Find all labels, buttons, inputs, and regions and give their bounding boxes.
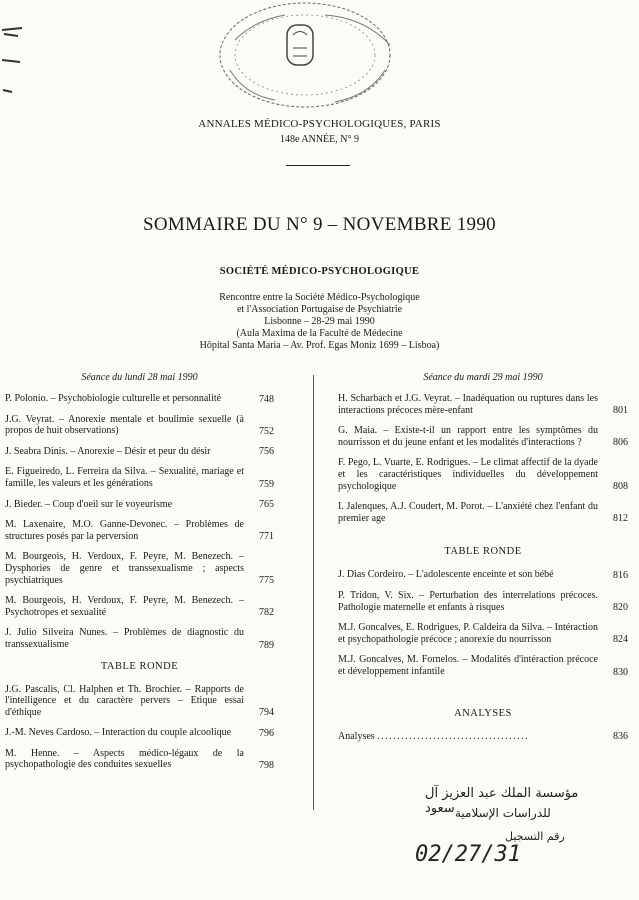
toc-entry-analyses[interactable] — [338, 731, 628, 743]
toc-entry-page: 771 — [259, 531, 274, 543]
column-divider — [313, 375, 314, 810]
toc-entry[interactable] — [5, 393, 274, 405]
session-heading-tuesday: Séance du mardi 29 mai 1990 — [423, 372, 543, 383]
analyses-label: Analyses — [338, 730, 375, 742]
toc-entry-page: 796 — [259, 727, 274, 739]
library-seal-stamp — [195, 0, 435, 120]
meeting-line: (Aula Maxima de la Faculté de Médecine — [236, 328, 403, 339]
meeting-info — [0, 292, 639, 352]
toc-entry[interactable] — [5, 519, 274, 542]
toc-entry-text: J. Dias Cordeiro. – L'adolescente enceinte et son bébé — [338, 569, 554, 581]
toc-entry-text: G. Maia. – Existe-t-il un rapport entre les symptômes du nourrisson et du jeune enfant et les modalités d'interactions ? — [338, 425, 598, 448]
toc-entry-text: J.-M. Neves Cardoso. – Interaction du couple alcoolique — [5, 727, 232, 739]
toc-entry-text: J.G. Pascalis, Cl. Halphen et Th. Brochier. – Rapports de l'intelligence et du caractère pervers – Etique essai d'éthique — [5, 683, 244, 718]
toc-entry-page: 820 — [613, 602, 628, 614]
toc-entry-text: M.J. Goncalves, M. Fornelos. – Modalités d'intéraction précoce et développement infantile — [338, 654, 598, 677]
toc-entry-page: 789 — [259, 639, 274, 651]
toc-entry-text — [338, 731, 598, 743]
toc-entry-page: 798 — [259, 760, 274, 772]
toc-entry[interactable] — [338, 622, 628, 645]
toc-entry-text: J. Bieder. – Coup d'oeil sur le voyeurisme — [5, 498, 173, 510]
toc-entry[interactable] — [5, 499, 274, 511]
toc-entry-page: 782 — [259, 607, 274, 619]
toc-entry[interactable] — [338, 425, 628, 448]
meeting-line: Rencontre entre la Société Médico-Psychologique — [219, 292, 420, 303]
toc-entry-text: P. Tridon, V. Six. – Perturbation des interrelations précoces. Pathologie maternelle et enfants à risques — [338, 589, 598, 613]
toc-entry-text: M. Laxenaire, M.O. Ganne-Devonec. – Problèmes de structures posés par la perversion — [5, 519, 244, 542]
toc-entry[interactable] — [5, 727, 274, 739]
toc-entry-text: M.J. Goncalves, E. Rodrigues, P. Caldeira da Silva. – Intéraction et psychopathologie précoce ; anorexie du nourrisson — [338, 622, 598, 645]
toc-entry[interactable] — [338, 654, 628, 677]
stamp-line: مؤسسة الملك عبد العزيز آل سعود — [425, 786, 579, 816]
toc-entry-text: J.G. Veyrat. – Anorexie mentale et boulimie sexuelle (à propos de huit observations) — [5, 413, 244, 437]
toc-entry-page: 759 — [259, 478, 274, 490]
toc-entry-page: 756 — [259, 446, 274, 458]
toc-entry[interactable] — [5, 551, 274, 586]
leader-dots: ...................................... — [377, 730, 530, 742]
page-title: SOMMAIRE DU N° 9 – NOVEMBRE 1990 — [143, 214, 496, 235]
stamp-line: للدراسات الإسلامية — [455, 806, 551, 820]
session-heading-monday: Séance du lundi 28 mai 1990 — [81, 372, 198, 383]
toc-entry-text: M. Henne. – Aspects médico-légaux de la psychopathologie des conduites sexuelles — [5, 747, 244, 771]
toc-entry[interactable] — [338, 457, 628, 492]
toc-entry-text: P. Polonio. – Psychobiologie culturelle et personnalité — [5, 393, 222, 404]
margin-ink-mark — [0, 20, 26, 110]
header-divider — [286, 165, 350, 166]
analyses-heading: ANALYSES — [454, 707, 512, 719]
toc-entry-page: 752 — [259, 425, 274, 437]
meeting-line: et l'Association Portugaise de Psychiatrie — [236, 304, 403, 315]
stamp-number: 02/27/31 — [415, 842, 521, 867]
toc-entry[interactable] — [5, 446, 274, 458]
toc-entry[interactable] — [338, 501, 628, 524]
right-column — [338, 372, 628, 751]
meeting-line: Hôpital Santa Maria – Av. Prof. Egas Moniz 1699 – Lisboa) — [199, 340, 440, 351]
toc-entry-page: 812 — [613, 513, 628, 525]
toc-entry[interactable] — [338, 569, 628, 581]
toc-entry[interactable] — [5, 684, 274, 719]
toc-entry-text: E. Figueiredo, L. Ferreira da Silva. – Sexualité, mariage et famille, les valeurs et les générations — [5, 466, 244, 489]
toc-entry-page: 808 — [613, 481, 628, 493]
society-heading: SOCIÉTÉ MÉDICO-PSYCHOLOGIQUE — [219, 266, 420, 277]
toc-entry-page: 775 — [259, 575, 274, 587]
toc-entry-page: 830 — [613, 666, 628, 678]
toc-entry-page: 816 — [613, 569, 628, 581]
toc-entry[interactable] — [5, 748, 274, 771]
toc-entry-text: M. Bourgeois, H. Verdoux, F. Peyre, M. Benezech. – Psychotropes et sexualité — [5, 595, 244, 618]
toc-entry-text: F. Pego, L. Vuarte, E. Rodrigues. – Le climat affectif de la dyade et les caractéristiques individuelles du développement psychologique — [338, 457, 598, 492]
toc-entry-page: 836 — [613, 731, 628, 743]
toc-entry-page: 824 — [613, 634, 628, 646]
toc-entry-text: H. Scharbach et J.G. Veyrat. – Inadéquation ou ruptures dans les interactions précoces mère-enfant — [338, 393, 598, 416]
meeting-line: Lisbonne – 28-29 mai 1990 — [264, 316, 375, 327]
toc-entry[interactable] — [5, 466, 274, 489]
toc-entry-text: J. Seabra Dinis. – Anorexie – Désir et peur du désir — [5, 445, 211, 457]
toc-entry-page: 801 — [613, 405, 628, 417]
toc-entry-page: 765 — [259, 499, 274, 511]
journal-name: ANNALES MÉDICO-PSYCHOLOGIQUES, PARIS — [198, 118, 441, 130]
toc-entry[interactable] — [5, 414, 274, 437]
toc-entry-text: M. Bourgeois, H. Verdoux, F. Peyre, M. Benezech. – Dysphories de genre et transsexualisme ; aspects psychiatriques — [5, 551, 244, 586]
toc-entry-page: 794 — [259, 707, 274, 719]
journal-year-issue: 148e ANNÉE, N° 9 — [280, 134, 359, 145]
accession-stamp — [395, 780, 595, 890]
toc-entry-text: J. Julio Silveira Nunes. – Problèmes de diagnostic du transsexualisme — [5, 627, 244, 650]
table-ronde-heading: TABLE RONDE — [100, 660, 179, 672]
left-column — [5, 372, 274, 780]
toc-entry[interactable] — [5, 595, 274, 618]
table-ronde-heading: TABLE RONDE — [444, 546, 522, 558]
stamp-line: رقم التسجيل — [505, 830, 565, 843]
toc-entry-page: 748 — [259, 393, 274, 405]
toc-entry[interactable] — [338, 393, 628, 416]
toc-entry[interactable] — [5, 627, 274, 650]
toc-entry-text: I. Jalenques, A.J. Coudert, M. Porot. – L'anxiété chez l'enfant du premier age — [338, 501, 598, 524]
toc-entry[interactable] — [338, 590, 628, 613]
toc-entry-page: 806 — [613, 437, 628, 449]
